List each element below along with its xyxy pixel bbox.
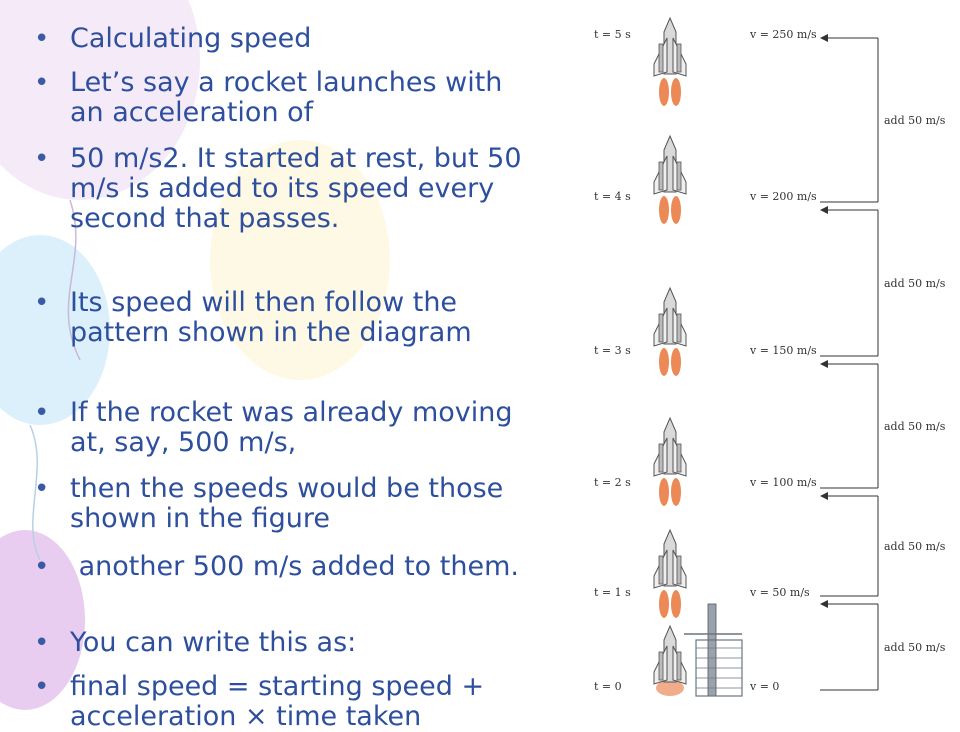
rocket-flame bbox=[671, 348, 681, 376]
add-speed-label: add 50 m/s bbox=[884, 420, 946, 433]
rocket-flame bbox=[671, 78, 681, 106]
tower-mast bbox=[708, 604, 716, 696]
bullet-dot: • bbox=[34, 474, 50, 504]
time-label: t = 1 s bbox=[594, 586, 631, 599]
bullet-text: then the speeds would be those shown in the figure bbox=[70, 473, 512, 534]
rocket-booster bbox=[659, 652, 663, 680]
bullet-item bbox=[32, 672, 540, 732]
rocket-booster bbox=[677, 556, 681, 584]
bullet-text: Let’s say a rocket launches with an acceleration of bbox=[70, 67, 511, 128]
rocket-flame bbox=[659, 590, 669, 618]
time-label: t = 4 s bbox=[594, 190, 631, 203]
bullet-dot: • bbox=[34, 672, 50, 702]
rocket-flame bbox=[671, 478, 681, 506]
rocket-diagram bbox=[560, 0, 960, 720]
arrow-head bbox=[820, 360, 828, 368]
bullet-text: another 500 m/s added to them. bbox=[70, 551, 519, 582]
add-speed-label: add 50 m/s bbox=[884, 114, 946, 127]
rocket-icon bbox=[654, 418, 686, 506]
rocket-booster bbox=[659, 314, 663, 342]
velocity-label: v = 200 m/s bbox=[750, 190, 817, 203]
velocity-label: v = 250 m/s bbox=[750, 28, 817, 41]
bullet-item bbox=[32, 288, 540, 348]
bullet-item bbox=[32, 68, 540, 128]
bullet-text: final speed = starting speed + acceleration × time taken bbox=[70, 671, 493, 732]
velocity-label: v = 100 m/s bbox=[750, 476, 817, 489]
time-label: t = 3 s bbox=[594, 344, 631, 357]
bullet-dot: • bbox=[34, 398, 50, 428]
launch-tower-icon bbox=[684, 604, 742, 696]
rocket-booster bbox=[677, 162, 681, 190]
bullet-item bbox=[32, 628, 540, 658]
bullet-text: You can write this as: bbox=[70, 627, 357, 658]
time-label: t = 2 s bbox=[594, 476, 631, 489]
bullet-item bbox=[32, 552, 540, 582]
rocket-booster bbox=[659, 44, 663, 72]
arrow-head bbox=[820, 492, 828, 500]
rocket-booster bbox=[677, 44, 681, 72]
bullet-text: If the rocket was already moving at, say, 500 m/s, bbox=[70, 397, 522, 458]
bullet-item bbox=[32, 24, 540, 54]
velocity-label: v = 0 bbox=[750, 680, 780, 693]
bullet-item bbox=[32, 398, 540, 458]
bullet-dot: • bbox=[34, 628, 50, 658]
rocket-icon bbox=[654, 18, 686, 106]
arrow-head bbox=[820, 34, 828, 42]
rocket-booster bbox=[659, 556, 663, 584]
rocket-flame bbox=[659, 478, 669, 506]
bullet-text: Its speed will then follow the pattern shown in the diagram bbox=[70, 287, 472, 348]
add-speed-label: add 50 m/s bbox=[884, 540, 946, 553]
rocket-icon bbox=[654, 136, 686, 224]
bullet-item bbox=[32, 474, 540, 534]
bullet-dot: • bbox=[34, 144, 50, 174]
add-speed-label: add 50 m/s bbox=[884, 641, 946, 654]
time-label: t = 0 bbox=[594, 680, 622, 693]
rocket-booster bbox=[677, 652, 681, 680]
velocity-label: v = 150 m/s bbox=[750, 344, 817, 357]
arrow-head bbox=[820, 600, 828, 608]
rocket-booster bbox=[659, 444, 663, 472]
rocket-booster bbox=[677, 314, 681, 342]
velocity-label: v = 50 m/s bbox=[750, 586, 810, 599]
add-speed-label: add 50 m/s bbox=[884, 277, 946, 290]
bullet-dot: • bbox=[34, 552, 50, 582]
bullet-text: Calculating speed bbox=[70, 23, 312, 54]
rocket-icon bbox=[654, 288, 686, 376]
bullet-dot: • bbox=[34, 288, 50, 318]
bullet-dot: • bbox=[34, 24, 50, 54]
rocket-booster bbox=[659, 162, 663, 190]
rocket-flame bbox=[659, 196, 669, 224]
bullet-item bbox=[32, 144, 540, 234]
rocket-flame bbox=[659, 78, 669, 106]
bullet-text: 50 m/s2. It started at rest, but 50 m/s is added to its speed every second that passes. bbox=[70, 143, 531, 234]
rocket-icon bbox=[654, 530, 686, 618]
arrow-head bbox=[820, 206, 828, 214]
rocket-icon bbox=[654, 626, 686, 696]
rocket-flame bbox=[659, 348, 669, 376]
rocket-flame bbox=[671, 590, 681, 618]
rocket-booster bbox=[677, 444, 681, 472]
time-label: t = 5 s bbox=[594, 28, 631, 41]
rocket-flame bbox=[671, 196, 681, 224]
bullet-dot: • bbox=[34, 68, 50, 98]
